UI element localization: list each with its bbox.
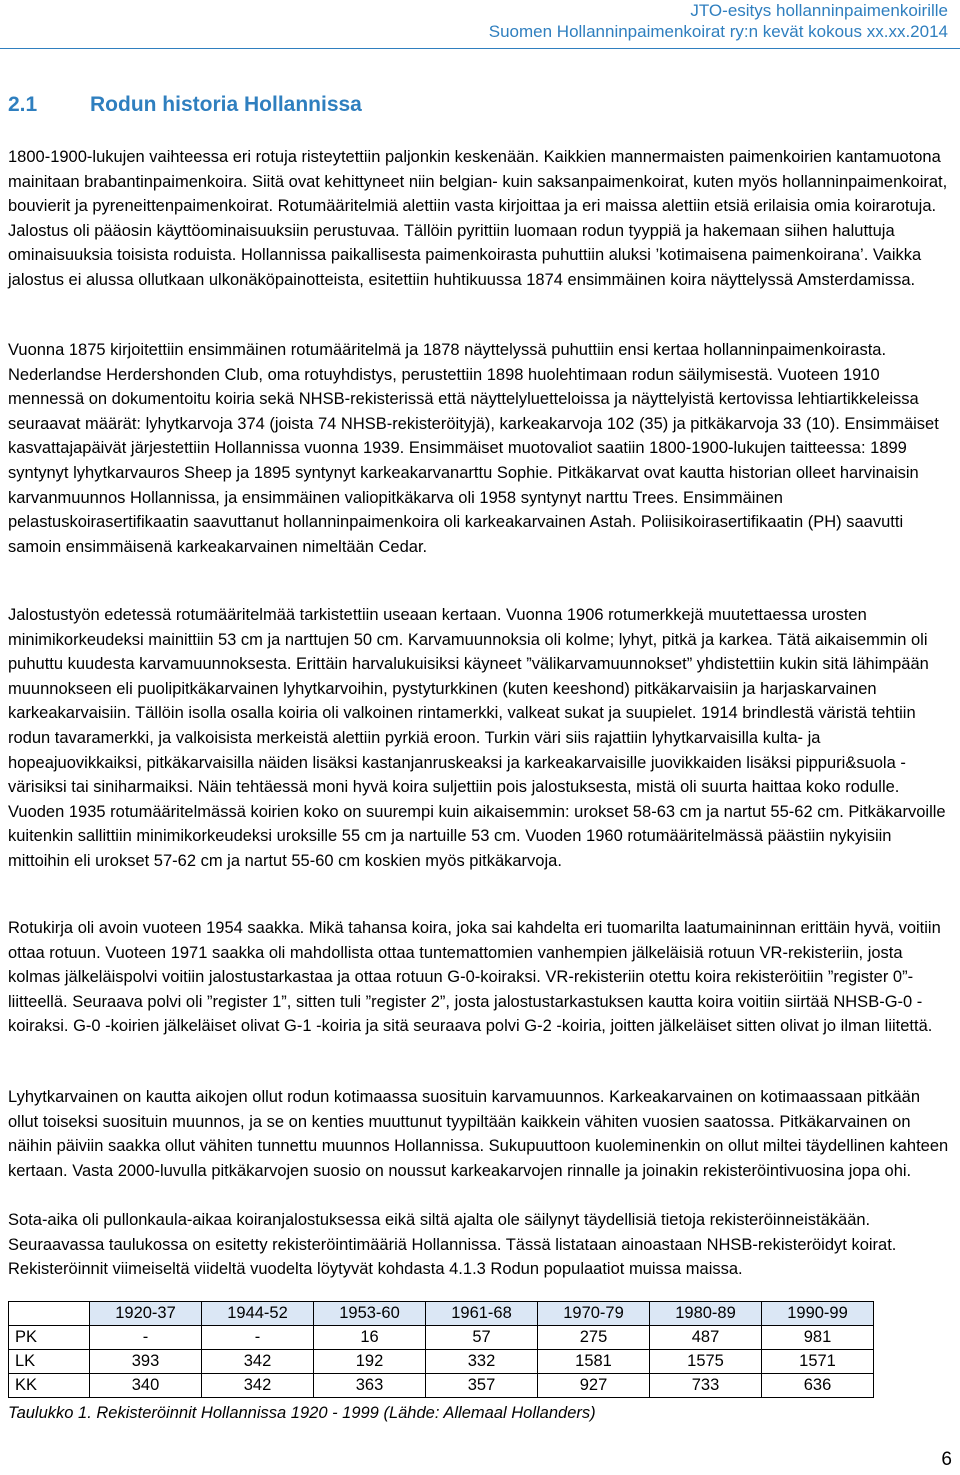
registration-table xyxy=(8,1301,874,1398)
section-number: 2.1 xyxy=(8,93,38,116)
table-cell: 487 xyxy=(650,1326,762,1350)
table-cell: 57 xyxy=(426,1326,538,1350)
table-cell: - xyxy=(202,1326,314,1350)
registration-table-wrapper xyxy=(8,1301,874,1398)
paragraph-coat-varieties: Lyhytkarvainen on kautta aikojen ollut rodun kotimaassa suosituin karvamuunnos. Karkeakarvainen on kotimaassaan pitkään ollut toiseksi suosituin muunnos, ja se on kenties muuttunut tyypiltään kaikkein vähiten vuosien saatossa. Pitkäkarvainen on näihin päiviin saakka ollut vähiten tunnettu muunnos Hollannissa. Sukupuuttoon kuoleminenkin on ollut miltei täydellinen kahteen kertaan. Vasta 2000-luvulla pitkäkarvojen suosio on noussut karkeakarvojen rinnalle ja joinakin rekisteröintivuosina jopa ohi. xyxy=(8,1088,949,1180)
column-header: 1990-99 xyxy=(762,1302,874,1326)
table-cell: 733 xyxy=(650,1374,762,1398)
document-header xyxy=(489,0,948,42)
table-row xyxy=(9,1374,874,1398)
table-cell: 1575 xyxy=(650,1350,762,1374)
header-title: JTO-esitys hollanninpaimenkoirille xyxy=(690,1,948,20)
paragraph-history: 1800-1900-lukujen vaihteessa eri rotuja risteytettiin paljonkin keskenään. Kaikkien mannermaisten paimenkoirien kantamuotona mainitaan brabantinpaimenkoira. Siitä ovat kehittyneet niin belgian- kuin saksanpaimenkoirat, kuten myös hollanninpaimenkoirat, bouvierit ja pyreneittenpaimenkoirat. Rotumääritelmiä alettiin vasta kirjoittaa ja eri maissa alettiin etsiä erilaisia omia koirarotuja. Jalostus oli pääosin käyttöominaisuuksiin perustuvaa. Tällöin pyrittiin luomaan rodun tyyppiä ja hakemaan siihen haluttuja ominaisuuksia toisista roduista. Hollannissa paikallisesta paimenkoirasta puhuttiin aluksi ’kotimaisena paimenkoirana’. Vaikka jalostus ei alussa ollutkaan ulkonäköpainotteista, esitettiin huhtikuussa 1874 ensimmäinen koira näyttelyssä Amsterdamissa. xyxy=(8,148,948,289)
page-number: 6 xyxy=(941,1449,952,1470)
table-cell: 342 xyxy=(202,1350,314,1374)
column-header: 1980-89 xyxy=(650,1302,762,1326)
table-header-row xyxy=(9,1302,874,1326)
row-label: PK xyxy=(9,1326,90,1350)
row-label: LK xyxy=(9,1350,90,1374)
table-cell: 927 xyxy=(538,1374,650,1398)
row-label: KK xyxy=(9,1374,90,1398)
table-cell: 393 xyxy=(90,1350,202,1374)
table-cell: 363 xyxy=(314,1374,426,1398)
section-title: Rodun historia Hollannissa xyxy=(90,93,362,116)
table-row xyxy=(9,1326,874,1350)
column-header: 1953-60 xyxy=(314,1302,426,1326)
column-header: 1920-37 xyxy=(90,1302,202,1326)
table-cell: 981 xyxy=(762,1326,874,1350)
table-cell: 332 xyxy=(426,1350,538,1374)
table-cell: 275 xyxy=(538,1326,650,1350)
table-cell: 340 xyxy=(90,1374,202,1398)
section-heading xyxy=(8,93,362,117)
table-cell: 342 xyxy=(202,1374,314,1398)
header-divider xyxy=(0,48,960,49)
column-header: 1961-68 xyxy=(426,1302,538,1326)
table-cell: 357 xyxy=(426,1374,538,1398)
table-cell: 16 xyxy=(314,1326,426,1350)
table-cell: 636 xyxy=(762,1374,874,1398)
table-row xyxy=(9,1350,874,1374)
paragraph-registrations: Sota-aika oli pullonkaula-aikaa koiranjalostuksessa eikä siltä ajalta ole säilynyt täydellisiä tietoja rekisteröinneistäkään. Seuraavassa taulukossa on esitetty rekisteröintimääriä Hollannissa. Tässä listataan ainoastaan NHSB-rekisteröidyt koirat. Rekisteröinnit viimeiseltä viideltä vuodelta löytyvät kohdasta 4.1.3 Rodun populaatiot muissa maissa. xyxy=(8,1211,897,1279)
table-cell: 1571 xyxy=(762,1350,874,1374)
table-corner-cell xyxy=(9,1302,90,1326)
table-caption: Taulukko 1. Rekisteröinnit Hollannissa 1920 - 1999 (Lähde: Allemaal Hollanders) xyxy=(8,1404,596,1422)
column-header: 1944-52 xyxy=(202,1302,314,1326)
table-cell: 192 xyxy=(314,1350,426,1374)
header-subtitle: Suomen Hollanninpaimenkoirat ry:n kevät kokous xx.xx.2014 xyxy=(488,22,948,41)
column-header: 1970-79 xyxy=(538,1302,650,1326)
paragraph-studbook: Rotukirja oli avoin vuoteen 1954 saakka. Mikä tahansa koira, joka sai kahdelta eri tuomarilta laatumaininnan erittäin hyvä, voitiin ottaa rotuun. Vuoteen 1971 saakka oli mahdollista ottaa tuntemattomien vanhempien jälkeläisiä rotuun VR-rekisteriin, josta kolmas jälkeläispolvi voitiin jalostustarkastaa ja ottaa rotuun G-0-koiraksi. VR-rekisteriin otettu koira rekisteröitiin ”register 0”-liitteellä. Seuraava polvi oli ”register 1”, sitten tuli ”register 2”, josta jalostustarkastuksen kautta koira voitiin siirtää NHSB-G-0 -koiraksi. G-0 -koirien jälkeläiset olivat G-1 -koiria ja sitä seuraava polvi G-2 -koiria, joitten jälkeläiset sitten olivat jo ilman liitettä. xyxy=(8,919,941,1036)
paragraph-club: Vuonna 1875 kirjoitettiin ensimmäinen rotumääritelmä ja 1878 näyttelyssä puhuttiin ensi kertaa hollanninpaimenkoirasta. Nederlandse Herdershonden Club, oma rotuyhdistys, perustettiin 1898 huolehtimaan rodun säilymisestä. Vuoteen 1910 mennessä on dokumentoitu koiria sekä NHSB-rekisterissä että näyttelyluetteloissa ja näyttelyistä kertovissa lehtiartikkeleissa seuraavat määrät: lyhytkarvoja 374 (joista 74 NHSB-rekisteröityjä), karkeakarvoja 102 (35) ja pitkäkarvoja 33 (10). Ensimmäiset kasvattajapäivät järjestettiin Hollannissa vuonna 1939. Ensimmäiset muotovaliot saatiin 1800-1900-lukujen taitteessa: 1899 syntynyt lyhytkarvauros Sheep ja 1895 syntynyt karkeakarvanarttu Sophie. Pitkäkarvat ovat kautta historian olleet harvinaisin karvanmuunnos Hollannissa, ja ensimmäinen valiopitkäkarva oli 1958 syntynyt narttu Trees. Ensimmäinen pelastuskoirasertifikaatin saavuttanut hollanninpaimenkoira oli karkeakarvainen Astah. Poliisikoirasertifikaatin (PH) saavutti samoin ensimmäisenä karkeakarvainen nimeltään Cedar. xyxy=(8,341,939,556)
table-cell: 1581 xyxy=(538,1350,650,1374)
paragraph-standard: Jalostustyön edetessä rotumääritelmää tarkistettiin useaan kertaan. Vuonna 1906 rotumerkkejä muutettaessa urosten minimikorkeudeksi mainittiin 53 cm ja narttujen 50 cm. Karvamuunnoksia oli kolme; lyhyt, pitkä ja karkea. Tätä aikaisemmin oli puhuttu kuudesta karvamuunnoksesta. Erittäin harvalukuisiksi käyneet ”välikarvamuunnokset” yhdistettiin kukin sitä lähimpään muunnokseen eli puolipitkäkarvainen lyhytkarvoihin, pystyturkkinen (kuten keeshond) pitkäkarvaisiin ja harjaskarvainen karkeakarvaisiin. Tällöin isolla osalla koiria oli valkoinen rintamerkki, valkeat sukat ja suupielet. 1914 brindlestä väristä tehtiin rodun tavaramerkki, ja valkoisista merkeistä alettiin pyrkiä eroon. Turkin väri siis rajattiin lyhytkarvaisilla kulta- ja hopeajuovikkaiksi, pitkäkarvaisilla näiden lisäksi kastanjanruskeaksi ja karkeakarvaisille juovikkaiden lisäksi pippuri&suola -värisiksi tai siniharmaiksi. Näin tehtäessä moni hyvä koira suljettiin pois jalostuksesta, mistä oli suurta haittaa koko rodulle. Vuoden 1935 rotumääritelmässä koirien koko on suurempi kuin aikaisemmin: urokset 58-63 cm ja nartut 55-62 cm. Pitkäkarvoille kuitenkin sallittiin minimikorkeudeksi uroksille 55 cm ja nartuille 53 cm. Vuoden 1960 rotumääritelmässä päästiin nykyisiin mittoihin eli urokset 57-62 cm ja nartut 55-60 cm koskien myös pitkäkarvoja. xyxy=(8,606,946,870)
table-cell: - xyxy=(90,1326,202,1350)
